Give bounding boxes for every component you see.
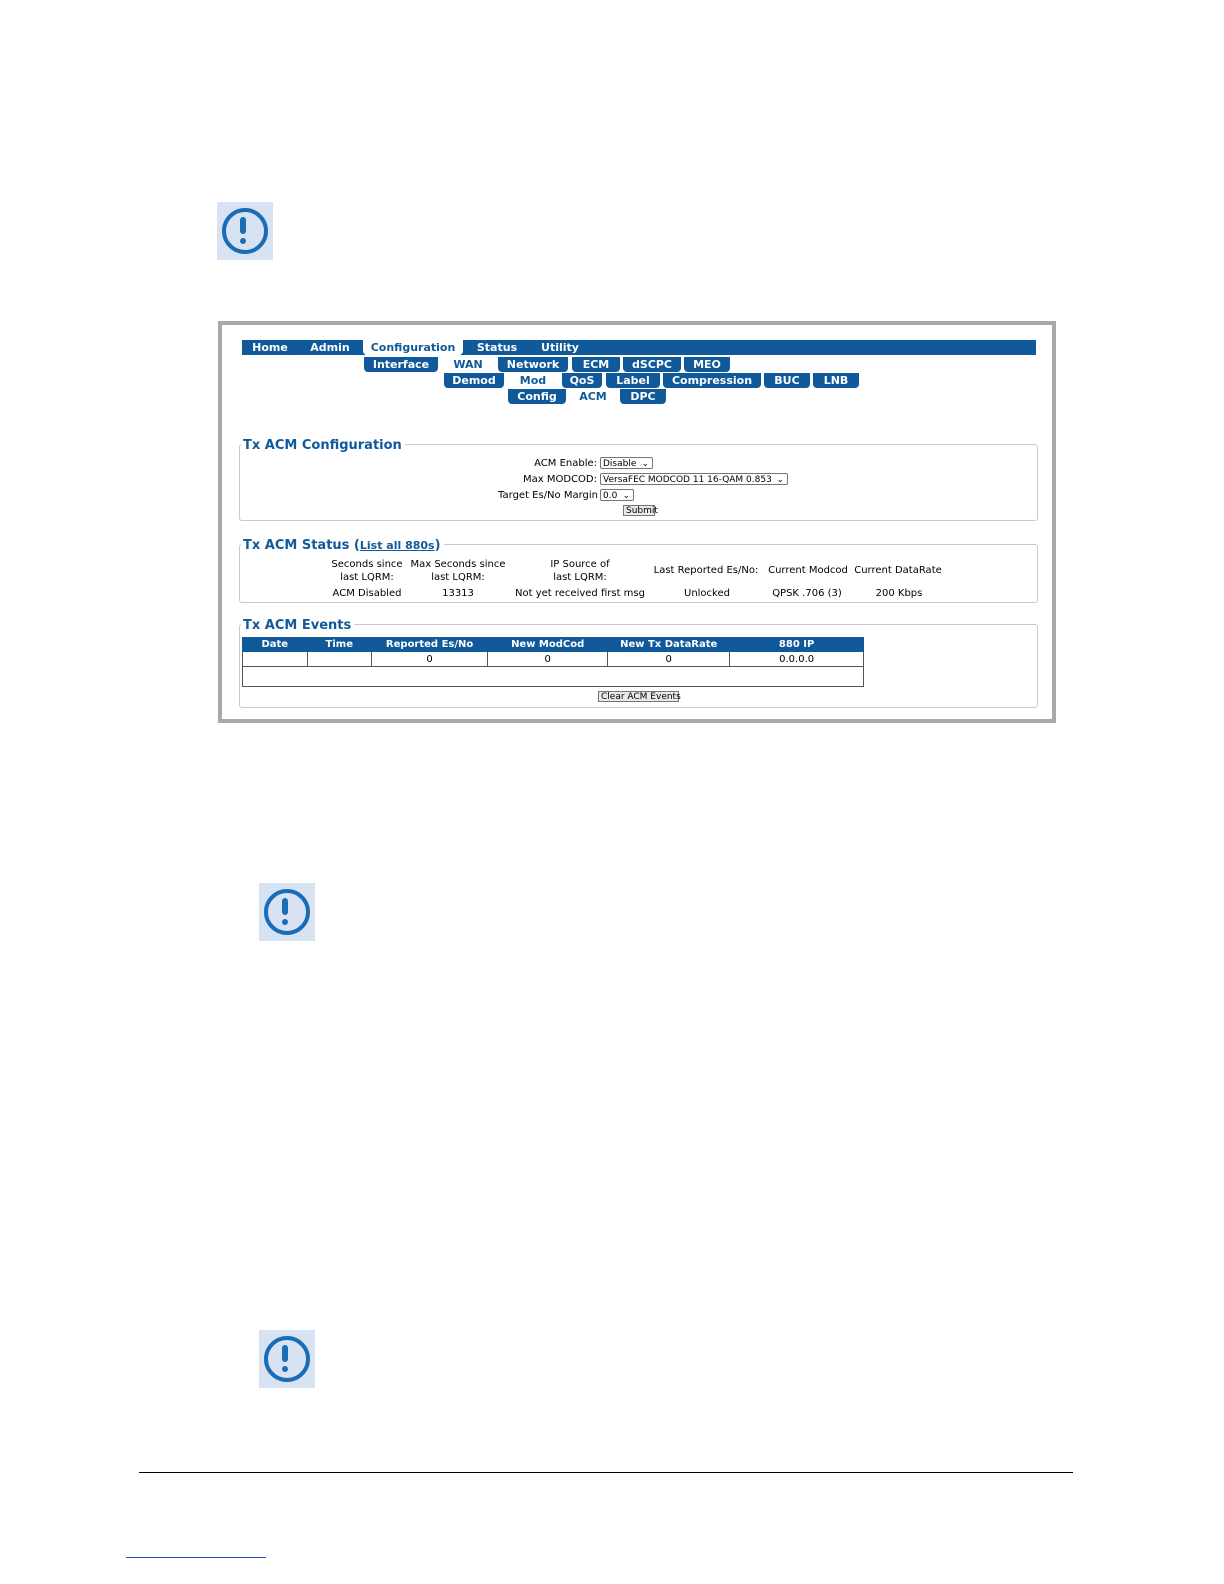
empty-cell <box>243 667 864 687</box>
status-header-datarate: Current DataRate <box>854 565 942 576</box>
tab-qos[interactable]: QoS <box>562 373 602 388</box>
status-title: Tx ACM Status (List all 880s) <box>241 538 444 553</box>
submit-button[interactable]: Submit <box>623 505 655 516</box>
config-title: Tx ACM Configuration <box>241 438 405 453</box>
tab-configuration[interactable]: Configuration <box>363 340 463 355</box>
tab-label[interactable]: Label <box>606 373 660 388</box>
important-note-icon <box>259 1330 315 1388</box>
tab-compression[interactable]: Compression <box>663 373 761 388</box>
tab-meo[interactable]: MEO <box>684 357 730 372</box>
table-row <box>243 652 864 667</box>
events-table <box>242 637 864 687</box>
tab-buc[interactable]: BUC <box>764 373 810 388</box>
status-value-seconds: ACM Disabled <box>332 588 402 599</box>
status-header-seconds: Seconds since last LQRM: <box>331 559 403 583</box>
max-modcod-select[interactable] <box>600 473 788 485</box>
chevron-down-icon: ⌄ <box>776 475 784 485</box>
margin-value: 0.0 <box>603 491 618 501</box>
cell-time <box>307 652 372 667</box>
status-header-ip-source: IP Source of last LQRM: <box>550 559 610 583</box>
margin-select[interactable] <box>600 489 634 501</box>
col-time: Time <box>307 638 372 652</box>
col-new-tx-datarate: New Tx DataRate <box>608 638 730 652</box>
tab-ecm[interactable]: ECM <box>572 357 620 372</box>
footer-link-underline[interactable] <box>126 1557 266 1558</box>
nav-bar <box>242 340 1036 355</box>
clear-acm-events-button[interactable]: Clear ACM Events <box>598 691 679 702</box>
col-reported-esno: Reported Es/No <box>372 638 488 652</box>
cell-880-ip: 0.0.0.0 <box>730 652 864 667</box>
chevron-down-icon: ⌄ <box>622 491 630 501</box>
tab-admin[interactable]: Admin <box>301 340 359 355</box>
status-value-max-seconds: 13313 <box>442 588 474 599</box>
events-title: Tx ACM Events <box>241 618 354 633</box>
tab-dpc[interactable]: DPC <box>620 389 666 404</box>
tab-config[interactable]: Config <box>508 389 566 404</box>
tab-home[interactable]: Home <box>242 340 298 355</box>
tab-status[interactable]: Status <box>467 340 527 355</box>
tab-demod[interactable]: Demod <box>444 373 504 388</box>
col-new-modcod: New ModCod <box>488 638 608 652</box>
col-880-ip: 880 IP <box>730 638 864 652</box>
tab-lnb[interactable]: LNB <box>813 373 859 388</box>
tab-wan[interactable]: WAN <box>441 357 495 372</box>
status-header-modcod: Current Modcod <box>768 565 848 576</box>
tab-network[interactable]: Network <box>498 357 568 372</box>
tab-interface[interactable]: Interface <box>364 357 438 372</box>
status-value-ip-source: Not yet received first msg <box>515 588 645 599</box>
cell-reported-esno: 0 <box>372 652 488 667</box>
col-date: Date <box>243 638 308 652</box>
margin-label: Target Es/No Margin <box>498 490 598 501</box>
cell-new-tx-datarate: 0 <box>608 652 730 667</box>
acm-screenshot <box>218 321 1056 723</box>
tab-dscpc[interactable]: dSCPC <box>623 357 681 372</box>
acm-enable-label: ACM Enable: <box>534 458 597 469</box>
status-header-max-seconds: Max Seconds since last LQRM: <box>410 559 506 583</box>
status-value-datarate: 200 Kbps <box>875 588 923 599</box>
important-note-icon <box>217 202 273 260</box>
status-value-modcod: QPSK .706 (3) <box>772 588 842 599</box>
tab-mod[interactable]: Mod <box>508 373 558 388</box>
tab-acm[interactable]: ACM <box>569 389 617 404</box>
list-all-880s-link[interactable]: List all 880s <box>359 539 435 552</box>
cell-new-modcod: 0 <box>488 652 608 667</box>
max-modcod-value: VersaFEC MODCOD 11 16-QAM 0.853 <box>603 475 772 485</box>
cell-date <box>243 652 308 667</box>
status-header-esno: Last Reported Es/No: <box>653 565 759 576</box>
max-modcod-label: Max MODCOD: <box>523 474 597 485</box>
footer-rule <box>139 1472 1073 1473</box>
events-header-row <box>243 638 864 652</box>
table-row-empty <box>243 667 864 687</box>
chevron-down-icon: ⌄ <box>641 459 649 469</box>
important-note-icon <box>259 883 315 941</box>
acm-enable-select[interactable] <box>600 457 653 469</box>
status-value-esno: Unlocked <box>684 588 730 599</box>
status-title-text: Tx ACM Status <box>243 538 350 553</box>
acm-enable-value: Disable <box>603 459 637 469</box>
tab-utility[interactable]: Utility <box>530 340 590 355</box>
